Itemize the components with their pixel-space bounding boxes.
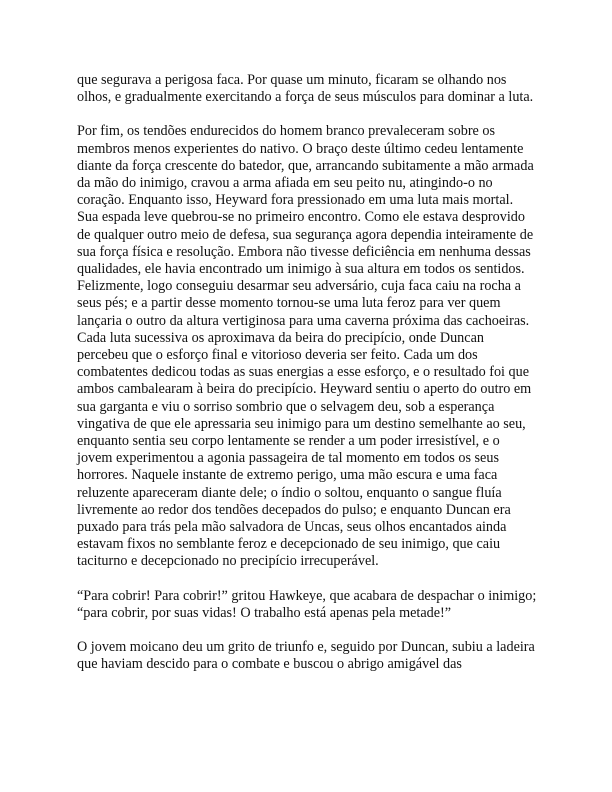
paragraph-1: que segurava a perigosa faca. Por quase um minuto, ficaram se olhando nos olhos, e gradualmente exercitando a força de seus músculos para dominar a luta. bbox=[77, 72, 534, 106]
paragraph-4: O jovem moicano deu um grito de triunfo e, seguido por Duncan, subiu a ladeira que haviam descido para o combate e buscou o abrigo amigável das bbox=[77, 639, 535, 673]
paragraph-2: Por fim, os tendões endurecidos do homem branco prevaleceram sobre os membros menos experientes do nativo. O braço deste último cedeu lentamente diante da força crescente do batedor, que, arrancando subitamente a mão armada da mão do inimigo, cravou a arma afiada em seu peito nu, atingindo-o no coração. Enquanto isso, Heyward fora pressionado em uma luta mais mortal. Sua espada leve quebrou-se no primeiro encontro. Como ele estava desprovido de qualquer outro meio de defesa, sua segurança agora dependia inteiramente de sua força física e resolução. Embora não tivesse deficiência em nenhuma dessas qualidades, ele havia encontrado um inimigo à sua altura em todos os sentidos. Felizmente, logo conseguiu desarmar seu adversário, cuja faca caiu na rocha a seus pés; e a partir desse momento tornou-se uma luta feroz para ver quem lançaria o outro da altura vertiginosa para uma caverna próxima das cachoeiras. Cada luta sucessiva os aproximava da beira do precipício, onde Duncan percebeu que o esforço final e vitorioso deveria ser feito. Cada um dos combatentes dedicou todas as suas energias a esse esforço, e o resultado foi que ambos cambalearam à beira do precipício. Heyward sentiu o aperto do outro em sua garganta e viu o sorriso sombrio que o selvagem deu, sob a esperança vingativa de que ele apressaria seu inimigo para um destino semelhante ao seu, enquanto sentia seu corpo lentamente se render a um poder irresistível, e o jovem experimentou a agonia passageira de tal momento em todos os seus horrores. Naquele instante de extremo perigo, uma mão escura e uma faca reluzente apareceram diante dele; o índio o soltou, enquanto o sangue fluía livremente ao redor dos tendões decepados do pulso; e enquanto Duncan era puxado para trás pela mão salvadora de Uncas, seus olhos encantados ainda estavam fixos no semblante feroz e decepcionado de seu inimigo, que caiu taciturno e decepcionado no precipício irrecuperável. bbox=[77, 123, 534, 570]
body-text bbox=[77, 72, 537, 691]
paragraph-3: “Para cobrir! Para cobrir!” gritou Hawkeye, que acabara de despachar o inimigo; “para cobrir, por suas vidas! O trabalho está apenas pela metade!” bbox=[77, 587, 537, 621]
